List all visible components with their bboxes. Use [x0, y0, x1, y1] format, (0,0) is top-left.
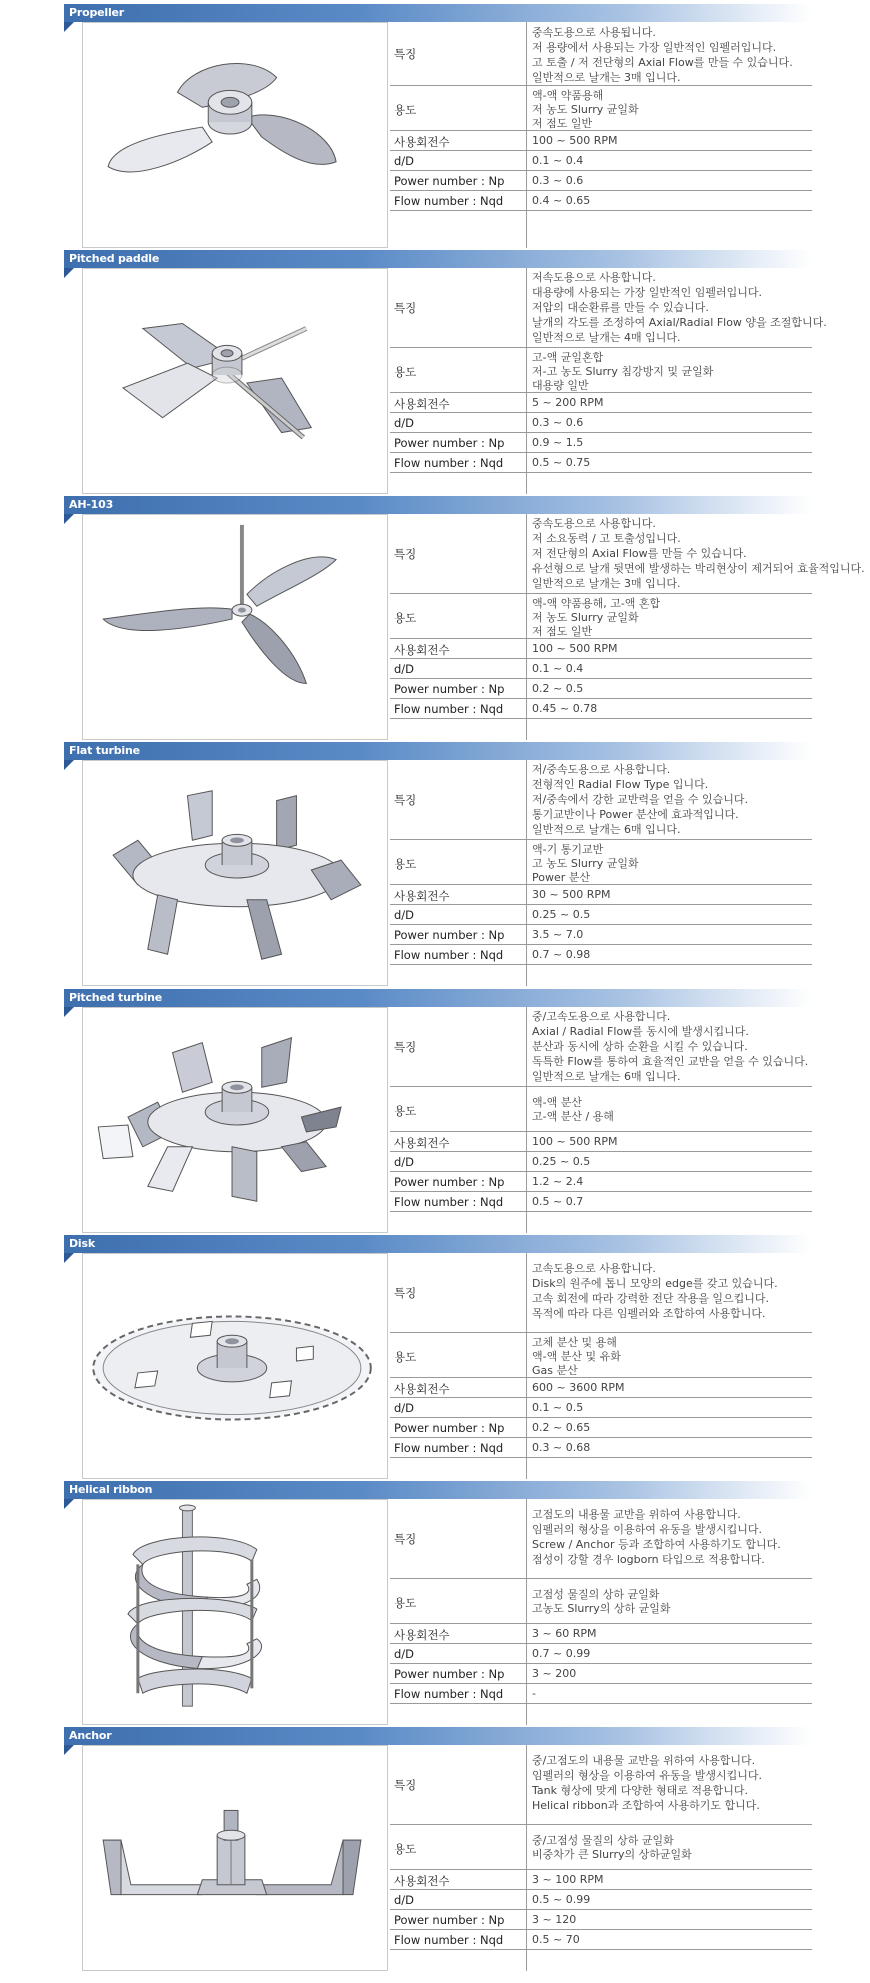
label-speed: 사용회전수	[394, 1628, 450, 1642]
row-nqd	[390, 1684, 812, 1704]
use-line: 고농도 Slurry의 상하 균일화	[532, 1602, 671, 1615]
use-line: 액-액 분산	[532, 1096, 582, 1109]
label-dd: d/D	[394, 1893, 415, 1907]
use-line: 고점성 물질의 상하 균일화	[532, 1588, 660, 1601]
use-line: 액-기 통기교반	[532, 843, 604, 856]
use-line: 중/고점성 물질의 상하 균일화	[532, 1834, 674, 1847]
features-line: 분산과 동시에 상하 순환을 시킬 수 있습니다.	[532, 1040, 748, 1053]
row-np	[390, 433, 812, 453]
label-np: Power number : Np	[394, 174, 505, 188]
use-line: 고체 분산 및 용해	[532, 1336, 617, 1349]
features-line: 유선형으로 날개 뒷면에 발생하는 박리현상이 제거되어 효율적입니다.	[532, 562, 865, 575]
features-line: 고속 회전에 따라 강력한 전단 작용을 일으킵니다.	[532, 1292, 769, 1305]
row-dd	[390, 905, 812, 925]
row-dd	[390, 413, 812, 433]
impeller-image-pitched-turbine	[82, 1007, 388, 1233]
section-title: Propeller	[69, 6, 125, 19]
section-header	[64, 1235, 812, 1253]
section-header	[64, 1727, 812, 1745]
features-line: 임펠러의 형상을 이용하여 유동을 발생시킵니다.	[532, 1523, 763, 1536]
impeller-section-flat-turbine	[64, 742, 812, 988]
np-value: 0.2 ~ 0.65	[532, 1421, 591, 1434]
speed-value: 3 ~ 60 RPM	[532, 1627, 597, 1640]
row-np	[390, 1910, 812, 1930]
label-features: 특징	[394, 1040, 417, 1054]
label-np: Power number : Np	[394, 1667, 505, 1681]
speed-value: 100 ~ 500 RPM	[532, 134, 618, 147]
spec-table	[390, 1745, 812, 1971]
features-line: 일반적으로 날개는 3매 입니다.	[532, 71, 681, 84]
section-header	[64, 250, 812, 268]
dd-value: 0.25 ~ 0.5	[532, 1155, 591, 1168]
label-np: Power number : Np	[394, 682, 505, 696]
label-use: 용도	[394, 611, 417, 625]
impeller-image-ah-103	[82, 514, 388, 740]
row-use	[390, 1579, 812, 1624]
np-value: 0.3 ~ 0.6	[532, 174, 584, 187]
speed-value: 30 ~ 500 RPM	[532, 888, 611, 901]
use-line: 비중차가 큰 Slurry의 상하균일화	[532, 1848, 692, 1861]
label-use: 용도	[394, 103, 417, 117]
row-features	[390, 268, 827, 348]
row-use	[390, 594, 812, 639]
features-line: 목적에 따라 다른 임펠러와 조합하여 사용합니다.	[532, 1307, 766, 1320]
row-speed	[390, 885, 812, 905]
label-features: 특징	[394, 1532, 417, 1546]
use-line: 대용량 일반	[532, 379, 589, 392]
pitched-turbine-illustration	[83, 1008, 387, 1232]
nqd-value: 0.5 ~ 70	[532, 1933, 580, 1946]
features-line: 고속도용으로 사용합니다.	[532, 1262, 656, 1275]
label-speed: 사용회전수	[394, 1382, 450, 1396]
row-np	[390, 925, 812, 945]
section-header	[64, 742, 812, 760]
use-line: 액-액 분산 및 유화	[532, 1350, 621, 1363]
label-use: 용도	[394, 857, 417, 871]
np-value: 3 ~ 200	[532, 1667, 577, 1680]
row-speed	[390, 1870, 812, 1890]
spec-table	[390, 22, 812, 248]
row-nqd	[390, 191, 812, 211]
row-use	[390, 86, 812, 131]
label-nqd: Flow number : Nqd	[394, 702, 504, 716]
row-speed	[390, 1132, 812, 1152]
features-line: 저 전단형의 Axial Flow를 만들 수 있습니다.	[532, 547, 747, 560]
header-corner	[64, 1499, 74, 1509]
label-speed: 사용회전수	[394, 1874, 450, 1888]
dd-value: 0.5 ~ 0.99	[532, 1893, 591, 1906]
features-line: 중속도용으로 사용됩니다.	[532, 26, 656, 39]
label-features: 특징	[394, 1286, 417, 1300]
use-line: 저 농도 Slurry 균일화	[532, 103, 639, 116]
label-speed: 사용회전수	[394, 135, 450, 149]
np-value: 3 ~ 120	[532, 1913, 577, 1926]
row-use	[390, 840, 812, 885]
features-line: 날개의 각도를 조정하여 Axial/Radial Flow 양을 조절합니다.	[532, 316, 827, 329]
label-use: 용도	[394, 1842, 417, 1856]
spec-table	[390, 1253, 812, 1479]
impeller-image-pitched-paddle	[82, 268, 388, 494]
np-value: 1.2 ~ 2.4	[532, 1175, 584, 1188]
label-use: 용도	[394, 365, 417, 379]
row-dd	[390, 1152, 812, 1172]
section-header	[64, 4, 812, 22]
np-value: 3.5 ~ 7.0	[532, 928, 584, 941]
features-line: Tank 형상에 맞게 다양한 형태로 적용합니다.	[532, 1784, 748, 1797]
nqd-value: 0.5 ~ 0.7	[532, 1195, 584, 1208]
impeller-image-helical-ribbon	[82, 1499, 388, 1725]
label-speed: 사용회전수	[394, 1136, 450, 1150]
features-line: 일반적으로 날개는 6매 입니다.	[532, 1070, 681, 1083]
use-line: Gas 분산	[532, 1364, 578, 1377]
features-line: 저속도용으로 사용합니다.	[532, 271, 656, 284]
label-dd: d/D	[394, 416, 415, 430]
section-header	[64, 989, 812, 1007]
header-corner	[64, 1745, 74, 1755]
row-speed	[390, 639, 812, 659]
row-use	[390, 1825, 812, 1870]
row-dd	[390, 1644, 812, 1664]
features-line: 저 소요동력 / 고 토출성입니다.	[532, 532, 681, 545]
label-np: Power number : Np	[394, 1913, 505, 1927]
header-corner	[64, 514, 74, 524]
impeller-section-helical-ribbon	[64, 1481, 812, 1727]
use-line: 고 농도 Slurry 균일화	[532, 857, 639, 870]
label-nqd: Flow number : Nqd	[394, 1933, 504, 1947]
header-corner	[64, 1253, 74, 1263]
section-title: Pitched turbine	[69, 991, 163, 1004]
speed-value: 100 ~ 500 RPM	[532, 1135, 618, 1148]
spec-table	[390, 1007, 812, 1233]
row-speed	[390, 131, 812, 151]
impeller-section-pitched-paddle	[64, 250, 827, 496]
header-corner	[64, 268, 74, 278]
spec-table	[390, 760, 812, 986]
row-use	[390, 348, 812, 393]
impeller-section-disk	[64, 1235, 812, 1481]
features-line: 고 토출 / 저 전단형의 Axial Flow를 만들 수 있습니다.	[532, 56, 793, 69]
dd-value: 0.1 ~ 0.4	[532, 154, 584, 167]
section-title: AH-103	[69, 498, 114, 511]
row-features	[390, 514, 865, 594]
features-line: Axial / Radial Flow를 동시에 발생시킵니다.	[532, 1025, 749, 1038]
features-line: 중/고점도의 내용물 교반을 위하여 사용합니다.	[532, 1754, 756, 1767]
label-nqd: Flow number : Nqd	[394, 1687, 504, 1701]
impeller-image-propeller	[82, 22, 388, 248]
row-speed	[390, 393, 812, 413]
spec-table	[390, 1499, 812, 1725]
row-speed	[390, 1378, 812, 1398]
impeller-section-propeller	[64, 4, 812, 250]
header-corner	[64, 1007, 74, 1017]
dd-value: 0.1 ~ 0.4	[532, 662, 584, 675]
np-value: 0.2 ~ 0.5	[532, 682, 584, 695]
np-value: 0.9 ~ 1.5	[532, 436, 584, 449]
label-np: Power number : Np	[394, 1421, 505, 1435]
row-features	[390, 760, 812, 840]
features-line: 일반적으로 날개는 3매 입니다.	[532, 577, 681, 590]
impeller-image-disk	[82, 1253, 388, 1479]
speed-value: 5 ~ 200 RPM	[532, 396, 604, 409]
row-nqd	[390, 453, 812, 473]
nqd-value: 0.5 ~ 0.75	[532, 456, 591, 469]
features-line: Helical ribbon과 조합하여 사용하기도 합니다.	[532, 1799, 760, 1812]
label-use: 용도	[394, 1104, 417, 1118]
label-nqd: Flow number : Nqd	[394, 948, 504, 962]
label-dd: d/D	[394, 1647, 415, 1661]
label-use: 용도	[394, 1350, 417, 1364]
label-nqd: Flow number : Nqd	[394, 1195, 504, 1209]
use-line: 액-액 약품용해, 고-액 혼합	[532, 597, 661, 610]
row-dd	[390, 659, 812, 679]
label-nqd: Flow number : Nqd	[394, 456, 504, 470]
nqd-value: -	[532, 1687, 536, 1700]
label-speed: 사용회전수	[394, 643, 450, 657]
disk-illustration	[83, 1254, 387, 1478]
features-line: 임펠러의 형상을 이용하여 유동을 발생시킵니다.	[532, 1769, 763, 1782]
impeller-image-flat-turbine	[82, 760, 388, 986]
spec-table	[390, 268, 827, 494]
label-speed: 사용회전수	[394, 889, 450, 903]
speed-value: 600 ~ 3600 RPM	[532, 1381, 625, 1394]
section-header	[64, 496, 812, 514]
row-np	[390, 1172, 812, 1192]
nqd-value: 0.7 ~ 0.98	[532, 948, 591, 961]
helical-ribbon-illustration	[83, 1500, 387, 1724]
dd-value: 0.1 ~ 0.5	[532, 1401, 584, 1414]
row-nqd	[390, 699, 812, 719]
flat-turbine-illustration	[83, 761, 387, 985]
row-np	[390, 1664, 812, 1684]
dd-value: 0.3 ~ 0.6	[532, 416, 584, 429]
section-title: Flat turbine	[69, 744, 140, 757]
label-features: 특징	[394, 301, 417, 315]
section-title: Pitched paddle	[69, 252, 160, 265]
features-line: 중/고속도용으로 사용합니다.	[532, 1010, 671, 1023]
features-line: 저/중속에서 강한 교반력을 얻을 수 있습니다.	[532, 793, 748, 806]
label-nqd: Flow number : Nqd	[394, 1441, 504, 1455]
nqd-value: 0.3 ~ 0.68	[532, 1441, 591, 1454]
header-corner	[64, 22, 74, 32]
speed-value: 100 ~ 500 RPM	[532, 642, 618, 655]
use-line: Power 분산	[532, 871, 591, 884]
features-line: 전형적인 Radial Flow Type 입니다.	[532, 778, 709, 791]
row-np	[390, 171, 812, 191]
row-features	[390, 22, 812, 86]
features-line: 고점도의 내용물 교반을 위하여 사용합니다.	[532, 1508, 741, 1521]
section-title: Disk	[69, 1237, 95, 1250]
row-speed	[390, 1624, 812, 1644]
impeller-section-pitched-turbine	[64, 989, 812, 1235]
row-dd	[390, 1890, 812, 1910]
row-use	[390, 1087, 812, 1132]
features-line: 일반적으로 날개는 6매 입니다.	[532, 823, 681, 836]
nqd-value: 0.45 ~ 0.78	[532, 702, 598, 715]
row-nqd	[390, 1438, 812, 1458]
use-line: 저 점도 일반	[532, 117, 593, 130]
row-dd	[390, 151, 812, 171]
dd-value: 0.7 ~ 0.99	[532, 1647, 591, 1660]
features-line: Disk의 원주에 톱니 모양의 edge를 갖고 있습니다.	[532, 1277, 778, 1290]
label-features: 특징	[394, 1778, 417, 1792]
pitched-paddle-illustration	[83, 269, 387, 493]
features-line: 저압의 대순환류를 만들 수 있습니다.	[532, 301, 709, 314]
label-np: Power number : Np	[394, 928, 505, 942]
use-line: 액-액 약품용해	[532, 89, 604, 102]
section-header	[64, 1481, 812, 1499]
label-features: 특징	[394, 47, 417, 61]
features-line: 점성이 강할 경우 logborn 타입으로 적용합니다.	[532, 1553, 765, 1566]
features-line: 중속도용으로 사용합니다.	[532, 517, 656, 530]
features-line: Screw / Anchor 등과 조합하여 사용하기도 합니다.	[532, 1538, 781, 1551]
row-nqd	[390, 1192, 812, 1212]
nqd-value: 0.4 ~ 0.65	[532, 194, 591, 207]
row-nqd	[390, 1930, 812, 1950]
ah-103-illustration	[83, 515, 387, 739]
label-features: 특징	[394, 547, 417, 561]
section-title: Anchor	[69, 1729, 112, 1742]
label-dd: d/D	[394, 908, 415, 922]
propeller-illustration	[83, 23, 387, 247]
anchor-illustration	[83, 1746, 387, 1970]
label-speed: 사용회전수	[394, 397, 450, 411]
features-line: 통기교반이나 Power 분산에 효과적입니다.	[532, 808, 739, 821]
label-use: 용도	[394, 1596, 417, 1610]
label-np: Power number : Np	[394, 1175, 505, 1189]
row-np	[390, 679, 812, 699]
speed-value: 3 ~ 100 RPM	[532, 1873, 604, 1886]
features-line: 저 용량에서 사용되는 가장 일반적인 임펠러입니다.	[532, 41, 777, 54]
label-dd: d/D	[394, 1155, 415, 1169]
features-line: 독특한 Flow를 통하여 효율적인 교반을 얻을 수 있습니다.	[532, 1055, 809, 1068]
features-line: 대용량에 사용되는 가장 일반적인 임펠러입니다.	[532, 286, 763, 299]
section-title: Helical ribbon	[69, 1483, 153, 1496]
label-features: 특징	[394, 793, 417, 807]
impeller-section-anchor	[64, 1727, 812, 1973]
row-features	[390, 1253, 812, 1333]
features-line: 일반적으로 날개는 4매 입니다.	[532, 331, 681, 344]
use-line: 고-액 분산 / 용해	[532, 1110, 614, 1123]
label-dd: d/D	[394, 1401, 415, 1415]
dd-value: 0.25 ~ 0.5	[532, 908, 591, 921]
use-line: 저 점도 일반	[532, 625, 593, 638]
use-line: 저-고 농도 Slurry 침강방지 및 균일화	[532, 365, 714, 378]
spec-table	[390, 514, 865, 740]
label-nqd: Flow number : Nqd	[394, 194, 504, 208]
row-features	[390, 1499, 812, 1579]
row-features	[390, 1745, 812, 1825]
row-dd	[390, 1398, 812, 1418]
label-dd: d/D	[394, 662, 415, 676]
row-nqd	[390, 945, 812, 965]
row-use	[390, 1333, 812, 1378]
row-np	[390, 1418, 812, 1438]
label-np: Power number : Np	[394, 436, 505, 450]
impeller-image-anchor	[82, 1745, 388, 1971]
header-corner	[64, 760, 74, 770]
use-line: 저 농도 Slurry 균일화	[532, 611, 639, 624]
use-line: 고-액 균일혼합	[532, 351, 604, 364]
label-dd: d/D	[394, 154, 415, 168]
features-line: 저/중속도용으로 사용합니다.	[532, 763, 671, 776]
impeller-section-ah-103	[64, 496, 865, 742]
row-features	[390, 1007, 812, 1087]
